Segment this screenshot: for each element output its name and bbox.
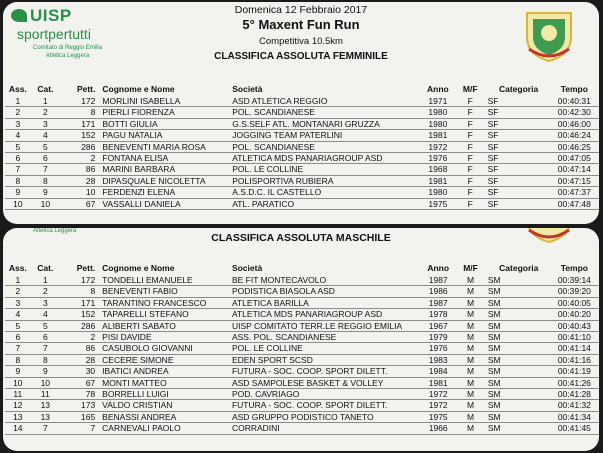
cell-categoria: SF (482, 130, 550, 141)
cell-tempo: 00:41:14 (550, 343, 599, 354)
cell-pett: 67 (60, 377, 99, 388)
cell-ass: 6 (5, 332, 31, 343)
cell-soc: PODISTICA BIASOLA ASD (232, 286, 417, 297)
cell-tempo: 00:40:43 (550, 320, 599, 331)
cell-ass: 1 (5, 275, 31, 286)
cell-mf: M (459, 297, 482, 308)
cell-soc: ATLETICA MDS PANARIAGROUP ASD (232, 153, 417, 164)
cell-mf: M (459, 411, 482, 422)
cell-cat: 7 (31, 343, 60, 354)
cell-ass: 10 (5, 377, 31, 388)
cell-pett: 286 (60, 320, 99, 331)
table-row (5, 309, 599, 320)
cell-soc: POLISPORTIVA RUBIERA (232, 175, 417, 186)
cell-tempo: 00:47:15 (550, 175, 599, 186)
table-row (5, 118, 599, 129)
cell-ass: 6 (5, 153, 31, 164)
cell-anno: 1976 (417, 153, 459, 164)
cell-cat: 9 (31, 187, 60, 198)
cell-pett: 28 (60, 354, 99, 365)
cell-ass: 13 (5, 411, 31, 422)
cell-pett: 28 (60, 175, 99, 186)
cell-soc: ASS. POL. SCANDIANESE (232, 332, 417, 343)
table-row (5, 354, 599, 365)
cell-pett: 2 (60, 332, 99, 343)
table-row (5, 332, 599, 343)
cell-soc: BE FIT MONTECAVOLO (232, 275, 417, 286)
cell-mf: M (459, 286, 482, 297)
col-anno: Anno (427, 263, 450, 273)
cell-ass: 8 (5, 175, 31, 186)
table-row (5, 423, 599, 434)
col-cat: Cat. (37, 84, 54, 94)
cell-mf: F (459, 164, 482, 175)
cell-name: IBATICI ANDREA (99, 366, 232, 377)
cell-soc: ASD SAMPOLESE BASKET & VOLLEY (232, 377, 417, 388)
cell-soc: A.S.D.C. IL CASTELLO (232, 187, 417, 198)
cell-mf: M (459, 400, 482, 411)
cell-anno: 1984 (417, 366, 459, 377)
cell-categoria: SM (482, 411, 550, 422)
cell-categoria: SM (482, 275, 550, 286)
male-ranking-title: CLASSIFICA ASSOLUTA MASCHILE (211, 232, 391, 244)
col-categoria: Categoria (498, 84, 539, 94)
cell-pett: 86 (60, 343, 99, 354)
cell-pett: 172 (60, 96, 99, 107)
cell-pett: 165 (60, 411, 99, 422)
cell-anno: 1972 (417, 141, 459, 152)
cell-cat: 8 (31, 354, 60, 365)
cell-ass: 2 (5, 286, 31, 297)
event-title: 5° Maxent Fun Run (242, 17, 360, 32)
female-ranking-title: CLASSIFICA ASSOLUTA FEMMINILE (214, 51, 388, 62)
female-results-table (5, 82, 599, 210)
col-name: Cognome e Nome (102, 84, 175, 94)
cell-categoria: SM (482, 354, 550, 365)
cell-name: BENASSI ANDREA (99, 411, 232, 422)
col-societa: Società (232, 84, 263, 94)
table-row (5, 377, 599, 388)
cell-pett: 10 (60, 187, 99, 198)
cell-pett: 78 (60, 389, 99, 400)
table-row (5, 175, 599, 186)
cell-name: CASUBOLO GIOVANNI (99, 343, 232, 354)
cell-mf: F (459, 175, 482, 186)
cell-name: TAPARELLI STEFANO (99, 309, 232, 320)
cell-categoria: SM (482, 389, 550, 400)
cell-name: MARINI BARBARA (99, 164, 232, 175)
cell-cat: 11 (31, 389, 60, 400)
cell-categoria: SM (482, 332, 550, 343)
cell-anno: 1981 (417, 175, 459, 186)
cell-categoria: SM (482, 400, 550, 411)
col-societa: Società (231, 263, 263, 273)
cell-mf: F (459, 130, 482, 141)
cell-soc: FUTURA - SOC. COOP. SPORT DILETT. (232, 400, 417, 411)
table-row (5, 297, 599, 308)
cell-name: PAGU NATALIA (99, 130, 232, 141)
cell-mf: M (459, 275, 482, 286)
cell-mf: F (459, 153, 482, 164)
table-row (5, 320, 599, 331)
table-row (5, 153, 599, 164)
cell-pett: 7 (60, 423, 99, 434)
cell-name: VALDO CRISTIAN (99, 400, 232, 411)
table-row (5, 411, 599, 422)
cell-mf: F (459, 118, 482, 129)
cell-pett: 2 (60, 153, 99, 164)
cell-name: PIERLI FIORENZA (99, 107, 232, 118)
cell-pett: 152 (60, 309, 99, 320)
logo-subtitle-line2: Atletica Leggera (33, 228, 77, 234)
cell-soc: POL. LE COLLINE (232, 343, 417, 354)
cell-anno: 1966 (417, 423, 459, 434)
cell-cat: 2 (31, 107, 60, 118)
cell-tempo: 00:40:31 (550, 96, 599, 107)
col-mf: M/F (462, 84, 478, 94)
cell-soc: ATL. PARATICO (232, 198, 417, 209)
cell-ass: 2 (5, 107, 31, 118)
table-row (5, 141, 599, 152)
cell-cat: 13 (31, 400, 60, 411)
table-row (5, 366, 599, 377)
cell-cat: 2 (31, 286, 60, 297)
cell-name: PISI DAVIDE (99, 332, 232, 343)
cell-name: BENEVENTI MARIA ROSA (99, 141, 232, 152)
cell-cat: 6 (31, 153, 60, 164)
cell-cat: 10 (31, 377, 60, 388)
cell-soc: ATLETICA BARILLA (232, 297, 417, 308)
col-ass: Ass. (8, 84, 27, 94)
cell-name: MORLINI ISABELLA (99, 96, 232, 107)
cell-pett: 171 (60, 118, 99, 129)
cell-name: ALIBERTI SABATO (99, 320, 232, 331)
cell-cat: 6 (31, 332, 60, 343)
logo-subtitle-line2: Atletica Leggera (45, 53, 90, 59)
cell-pett: 67 (60, 198, 99, 209)
cell-name: CARNEVALI PAOLO (99, 423, 232, 434)
cell-tempo: 00:46:25 (550, 141, 599, 152)
col-pett: Pett. (76, 84, 96, 94)
cell-mf: M (459, 423, 482, 434)
cell-mf: M (459, 309, 482, 320)
col-tempo: Tempo (560, 263, 588, 273)
cell-ass: 9 (5, 187, 31, 198)
cell-mf: M (459, 377, 482, 388)
cell-mf: F (459, 141, 482, 152)
cell-tempo: 00:39:14 (550, 275, 599, 286)
cell-tempo: 00:41:45 (550, 423, 599, 434)
cell-mf: M (459, 389, 482, 400)
cell-mf: F (459, 107, 482, 118)
table-row (5, 96, 599, 107)
col-mf: M/F (463, 263, 478, 273)
cell-pett: 86 (60, 164, 99, 175)
cell-ass: 14 (5, 423, 31, 434)
cell-soc: CORRADINI (232, 423, 417, 434)
cell-anno: 1987 (417, 297, 459, 308)
cell-name: DIPASQUALE NICOLETTA (99, 175, 232, 186)
cell-tempo: 00:47:48 (550, 198, 599, 209)
table-row (5, 198, 599, 209)
event-subtitle: Competitiva 10.5km (259, 36, 343, 47)
cell-categoria: SM (482, 320, 550, 331)
cell-categoria: SM (482, 309, 550, 320)
cell-ass: 10 (5, 198, 31, 209)
col-anno: Anno (427, 84, 449, 94)
table-header-row (5, 261, 599, 275)
table-row (5, 400, 599, 411)
cell-mf: F (459, 198, 482, 209)
cell-categoria: SF (482, 107, 550, 118)
female-results-sheet (3, 2, 599, 224)
cell-ass: 4 (5, 130, 31, 141)
sportpertutti-logo-text: sportpertutti (17, 26, 91, 42)
cell-categoria: SM (482, 343, 550, 354)
cell-soc: G.S.SELF ATL. MONTANARI GRUZZA (232, 118, 417, 129)
cell-categoria: SF (482, 164, 550, 175)
table-row (5, 164, 599, 175)
cell-name: BENEVENTI FABIO (99, 286, 232, 297)
cell-cat: 1 (31, 275, 60, 286)
cell-ass: 5 (5, 320, 31, 331)
cell-ass: 8 (5, 354, 31, 365)
col-categoria: Categoria (499, 263, 539, 273)
cell-soc: FUTURA - SOC. COOP. SPORT DILETT. (232, 366, 417, 377)
cell-pett: 8 (60, 107, 99, 118)
table-row (5, 389, 599, 400)
cell-categoria: SF (482, 141, 550, 152)
cell-cat: 4 (31, 309, 60, 320)
table-header-row (5, 82, 599, 96)
cell-soc: POL. SCANDIANESE (232, 107, 417, 118)
cell-categoria: SF (482, 118, 550, 129)
cell-tempo: 00:40:20 (550, 309, 599, 320)
cell-name: CECERE SIMONE (99, 354, 232, 365)
cell-categoria: SM (482, 423, 550, 434)
cell-mf: M (459, 354, 482, 365)
cell-tempo: 00:47:05 (550, 153, 599, 164)
cell-name: BORRELLI LUIGI (99, 389, 232, 400)
cell-tempo: 00:41:26 (550, 377, 599, 388)
cell-soc: ASD GRUPPO PODISTICO TANETO (232, 411, 417, 422)
cell-ass: 5 (5, 141, 31, 152)
cell-pett: 152 (60, 130, 99, 141)
cell-tempo: 00:46:00 (550, 118, 599, 129)
cell-ass: 12 (5, 400, 31, 411)
cell-soc: POD. CAVRIAGO (232, 389, 417, 400)
cell-ass: 7 (5, 343, 31, 354)
cell-ass: 9 (5, 366, 31, 377)
cell-cat: 10 (31, 198, 60, 209)
club-crest-icon (521, 7, 577, 63)
cell-anno: 1971 (417, 96, 459, 107)
cell-anno: 1979 (417, 332, 459, 343)
cell-anno: 1980 (417, 107, 459, 118)
col-cat: Cat. (37, 263, 54, 273)
col-tempo: Tempo (560, 84, 588, 94)
cell-soc: ATLETICA MDS PANARIAGROUP ASD (232, 309, 417, 320)
cell-cat: 3 (31, 118, 60, 129)
cell-anno: 1972 (417, 389, 459, 400)
cell-anno: 1968 (417, 164, 459, 175)
cell-cat: 4 (31, 130, 60, 141)
cell-anno: 1980 (417, 187, 459, 198)
cell-tempo: 00:41:32 (550, 400, 599, 411)
cell-soc: POL. LE COLLINE (232, 164, 417, 175)
cell-soc: JOGGING TEAM PATERLINI (232, 130, 417, 141)
female-results-body (5, 96, 599, 210)
cell-pett: 171 (60, 297, 99, 308)
cell-cat: 9 (31, 366, 60, 377)
cell-tempo: 00:41:28 (550, 389, 599, 400)
cell-mf: F (459, 187, 482, 198)
event-date: Domenica 12 Febbraio 2017 (234, 4, 368, 16)
cell-anno: 1980 (417, 118, 459, 129)
table-row (5, 187, 599, 198)
cell-mf: M (459, 332, 482, 343)
cell-name: MONTI MATTEO (99, 377, 232, 388)
cell-anno: 1967 (417, 320, 459, 331)
cell-categoria: SM (482, 297, 550, 308)
cell-mf: F (459, 96, 482, 107)
cell-anno: 1975 (417, 411, 459, 422)
cell-tempo: 00:47:14 (550, 164, 599, 175)
cell-anno: 1976 (417, 343, 459, 354)
cell-name: BOTTI GIULIA (99, 118, 232, 129)
cell-name: VASSALLI DANIELA (99, 198, 232, 209)
cell-cat: 13 (31, 411, 60, 422)
cell-soc: POL. SCANDIANESE (232, 141, 417, 152)
table-row (5, 275, 599, 286)
cell-ass: 3 (5, 118, 31, 129)
cell-pett: 30 (60, 366, 99, 377)
cell-mf: M (459, 366, 482, 377)
cell-name: FONTANA ELISA (99, 153, 232, 164)
logo-subtitle-line1: Comitato di Reggio Emilia (33, 45, 103, 51)
cell-cat: 5 (31, 320, 60, 331)
cell-categoria: SF (482, 175, 550, 186)
cell-cat: 5 (31, 141, 60, 152)
cell-soc: UISP COMITATO TERR.LE REGGIO EMILIA (232, 320, 417, 331)
cell-pett: 173 (60, 400, 99, 411)
cell-categoria: SF (482, 198, 550, 209)
cell-categoria: SF (482, 96, 550, 107)
cell-pett: 8 (60, 286, 99, 297)
cell-mf: M (459, 343, 482, 354)
table-row (5, 343, 599, 354)
cell-categoria: SM (482, 377, 550, 388)
cell-anno: 1972 (417, 400, 459, 411)
cell-ass: 7 (5, 164, 31, 175)
cell-tempo: 00:41:19 (550, 366, 599, 377)
table-row (5, 130, 599, 141)
cell-cat: 7 (31, 164, 60, 175)
cell-anno: 1978 (417, 309, 459, 320)
col-ass: Ass. (8, 263, 27, 273)
cell-tempo: 00:42:30 (550, 107, 599, 118)
cell-ass: 3 (5, 297, 31, 308)
cell-cat: 7 (31, 423, 60, 434)
cell-anno: 1983 (417, 354, 459, 365)
cell-anno: 1975 (417, 198, 459, 209)
male-results-table (5, 261, 599, 435)
cell-ass: 1 (5, 96, 31, 107)
cell-tempo: 00:41:34 (550, 411, 599, 422)
male-results-body (5, 275, 599, 434)
cell-anno: 1981 (417, 130, 459, 141)
cell-ass: 4 (5, 309, 31, 320)
cell-tempo: 00:41:16 (550, 354, 599, 365)
cell-pett: 172 (60, 275, 99, 286)
col-pett: Pett. (76, 263, 96, 273)
cell-name: TONDELLI EMANUELE (99, 275, 232, 286)
cell-pett: 286 (60, 141, 99, 152)
cell-anno: 1986 (417, 286, 459, 297)
cell-tempo: 00:47:37 (550, 187, 599, 198)
cell-categoria: SF (482, 187, 550, 198)
cell-cat: 3 (31, 297, 60, 308)
cell-cat: 8 (31, 175, 60, 186)
cell-name: FERDENZI ELENA (99, 187, 232, 198)
cell-tempo: 00:40:05 (550, 297, 599, 308)
cell-categoria: SF (482, 153, 550, 164)
male-results-sheet (3, 228, 599, 451)
cell-anno: 1981 (417, 377, 459, 388)
cell-tempo: 00:39:20 (550, 286, 599, 297)
cell-tempo: 00:46:24 (550, 130, 599, 141)
table-row (5, 286, 599, 297)
cell-cat: 1 (31, 96, 60, 107)
cell-categoria: SM (482, 366, 550, 377)
cell-mf: M (459, 320, 482, 331)
col-name: Cognome e Nome (102, 263, 175, 273)
table-row (5, 107, 599, 118)
cell-soc: ASD ATLETICA REGGIO (232, 96, 417, 107)
cell-tempo: 00:41:10 (550, 332, 599, 343)
cell-anno: 1987 (417, 275, 459, 286)
uisp-logo-text: UISP (30, 6, 72, 25)
cell-soc: EDEN SPORT SCSD (232, 354, 417, 365)
cell-ass: 11 (5, 389, 31, 400)
cell-categoria: SM (482, 286, 550, 297)
cell-name: TARANTINO FRANCESCO (99, 297, 232, 308)
